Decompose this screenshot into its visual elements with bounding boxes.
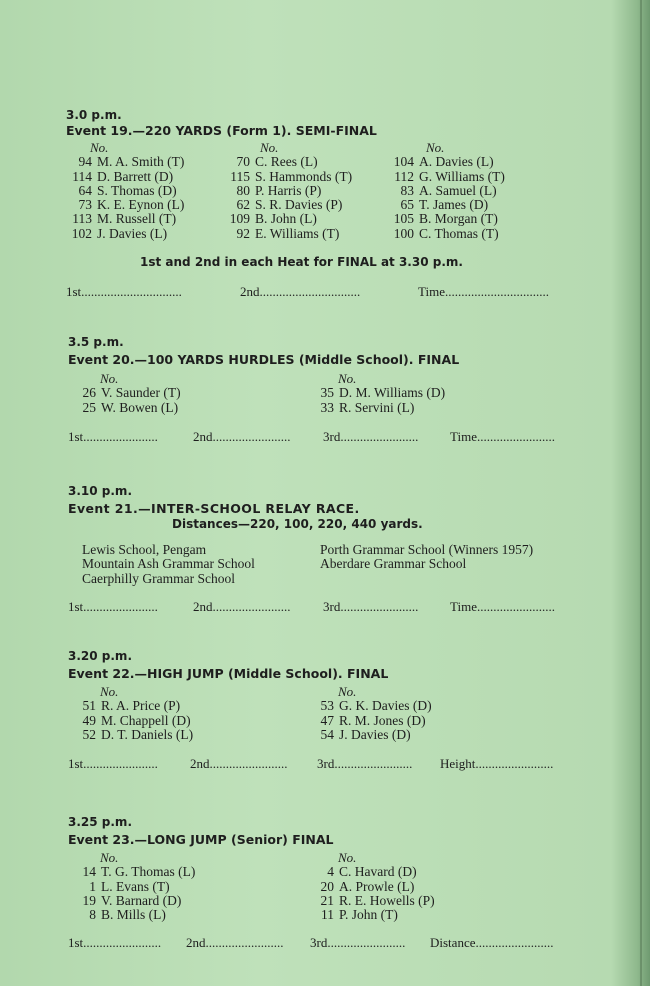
event-time: 3.10 p.m. (68, 484, 132, 498)
number-header: No. (426, 140, 445, 155)
event-title: Event 22.—HIGH JUMP (Middle School). FINAL (68, 666, 389, 681)
heat-note: 1st and 2nd in each Heat for FINAL at 3.30 p.m. (140, 255, 463, 269)
result-height: Height........................ (440, 756, 554, 771)
school-list (82, 543, 255, 586)
competitor-column (314, 372, 445, 415)
list-item: 83 A. Samuel (L) (400, 182, 497, 198)
event-time: 3.5 p.m. (68, 335, 124, 349)
competitor-column (390, 141, 505, 241)
result-2nd: 2nd............................... (240, 284, 361, 299)
list-item: 25 W. Bowen (L) (82, 399, 179, 415)
result-2nd: 2nd........................ (193, 599, 291, 614)
list-item: 102 J. Davies (L) (71, 225, 168, 241)
list-item: Lewis School, Pengam (82, 542, 207, 557)
result-time: Time........................ (450, 599, 555, 614)
event-title: Event 19.—220 YARDS (Form 1). SEMI-FINAL (66, 123, 377, 138)
number-header: No. (338, 850, 357, 865)
list-item: 70 C. Rees (L) (236, 154, 318, 170)
list-item: 64 S. Thomas (D) (78, 182, 177, 198)
list-item: 1 L. Evans (T) (89, 878, 170, 894)
list-item: 14 T. G. Thomas (L) (82, 864, 196, 880)
event-subtitle: Distances—220, 100, 220, 440 yards. (172, 517, 423, 531)
list-item: Mountain Ash Grammar School (82, 556, 255, 572)
list-item: 115 S. Hammonds (T) (230, 168, 353, 184)
list-item: 49 M. Chappell (D) (82, 712, 191, 728)
list-item: 80 P. Harris (P) (236, 182, 322, 198)
number-header: No. (338, 371, 357, 386)
number-header: No. (260, 140, 279, 155)
number-header: No. (100, 371, 119, 386)
result-1st: 1st....................... (68, 599, 158, 614)
list-item: Aberdare Grammar School (320, 556, 467, 572)
result-1st: 1st............................... (66, 284, 182, 299)
list-item: Porth Grammar School (Winners 1957) (320, 542, 534, 557)
result-2nd: 2nd........................ (186, 935, 284, 950)
result-3rd: 3rd........................ (323, 599, 419, 614)
result-3rd: 3rd........................ (310, 935, 406, 950)
list-item: 113 M. Russell (T) (72, 211, 177, 227)
competitor-column (314, 851, 435, 922)
list-item: 19 V. Barnard (D) (82, 892, 182, 908)
competitor-column (314, 685, 432, 742)
list-item: 11 P. John (T) (321, 907, 398, 923)
event-time: 3.0 p.m. (66, 108, 122, 122)
number-header: No. (338, 684, 357, 699)
list-item: 73 K. E. Eynon (L) (78, 197, 185, 213)
list-item: 33 R. Servini (L) (320, 399, 415, 415)
results-line (68, 429, 608, 445)
list-item: 104 A. Davies (L) (393, 154, 494, 170)
list-item: 21 R. E. Howells (P) (320, 892, 435, 908)
competitor-column (68, 141, 184, 241)
list-item: 62 S. R. Davies (P) (236, 197, 343, 213)
list-item: 94 M. A. Smith (T) (78, 154, 185, 170)
result-1st: 1st........................ (68, 935, 162, 950)
results-line (68, 599, 608, 615)
list-item: 4 C. Havard (D) (327, 864, 417, 880)
list-item: 65 T. James (D) (400, 197, 489, 213)
event-title: Event 23.—LONG JUMP (Senior) FINAL (68, 832, 334, 847)
school-list (320, 543, 533, 572)
list-item: 105 B. Morgan (T) (393, 211, 498, 227)
event-title: Event 20.—100 YARDS HURDLES (Middle School). FINAL (68, 352, 460, 367)
list-item: 20 A. Prowle (L) (320, 878, 415, 894)
list-item: 8 B. Mills (L) (89, 907, 166, 923)
result-3rd: 3rd........................ (323, 429, 419, 444)
result-1st: 1st....................... (68, 429, 158, 444)
result-2nd: 2nd........................ (190, 756, 288, 771)
number-header: No. (100, 684, 119, 699)
competitor-column (76, 851, 195, 922)
competitor-column (226, 141, 352, 241)
results-line (68, 756, 608, 772)
event-time: 3.20 p.m. (68, 649, 132, 663)
result-time: Time........................ (450, 429, 555, 444)
competitor-column (76, 372, 181, 415)
page-fold (640, 0, 642, 986)
event-time: 3.25 p.m. (68, 815, 132, 829)
result-distance: Distance........................ (430, 935, 554, 950)
result-1st: 1st....................... (68, 756, 158, 771)
result-2nd: 2nd........................ (193, 429, 291, 444)
list-item: 100 C. Thomas (T) (393, 225, 499, 241)
number-header: No. (100, 850, 119, 865)
results-line (68, 935, 608, 951)
result-time: Time................................ (418, 284, 549, 299)
list-item: 35 D. M. Williams (D) (320, 385, 446, 401)
results-line (66, 284, 606, 300)
list-item: 51 R. A. Price (P) (82, 698, 181, 714)
list-item: 92 E. Williams (T) (236, 225, 340, 241)
list-item: 54 J. Davies (D) (320, 726, 411, 742)
event-title: Event 21.—INTER-SCHOOL RELAY RACE. (68, 501, 360, 516)
list-item: 47 R. M. Jones (D) (320, 712, 426, 728)
competitor-column (76, 685, 193, 742)
number-header: No. (90, 140, 109, 155)
list-item: 114 D. Barrett (D) (72, 168, 174, 184)
list-item: 109 B. John (L) (229, 211, 317, 227)
result-3rd: 3rd........................ (317, 756, 413, 771)
list-item: 112 G. Williams (T) (394, 168, 505, 184)
list-item: 26 V. Saunder (T) (82, 385, 181, 401)
list-item: 53 G. K. Davies (D) (320, 698, 432, 714)
list-item: Caerphilly Grammar School (82, 570, 235, 586)
list-item: 52 D. T. Daniels (L) (82, 726, 194, 742)
